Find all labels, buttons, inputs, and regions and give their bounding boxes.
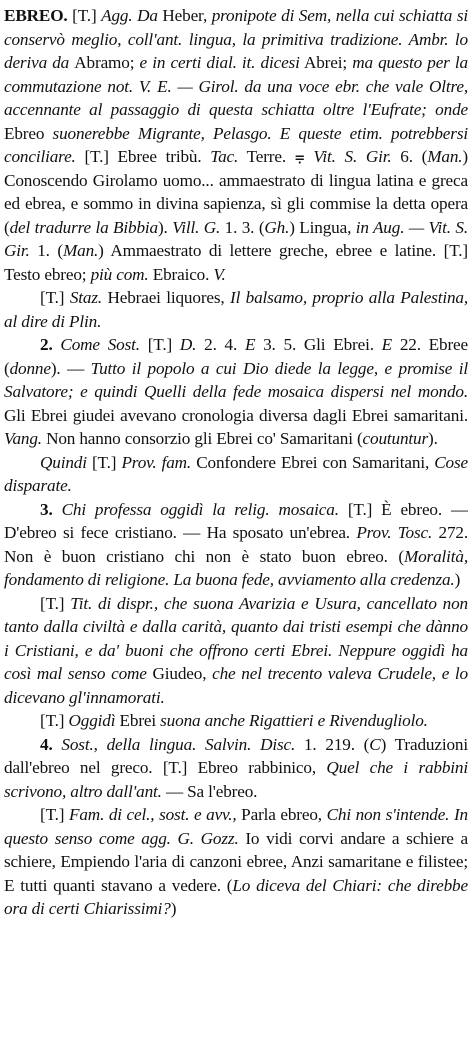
- entry-paragraph-rigattieri: [4, 709, 468, 733]
- text-run: Fam. di cel., sost. e avv.,: [69, 805, 237, 824]
- text-run: [T.]: [40, 593, 71, 613]
- text-run: Staz.: [69, 288, 103, 307]
- text-run: Sost., della lingua. Salvin. Disc.: [61, 734, 296, 754]
- text-run: 2. 4.: [196, 335, 245, 354]
- text-run: ).: [157, 217, 173, 237]
- text-run: Hebraei liquores,: [102, 288, 230, 307]
- text-run: V.: [213, 264, 226, 284]
- text-run: 1. (: [29, 241, 63, 260]
- text-run: Ebraico.: [148, 264, 214, 284]
- text-run: suona anche Rigattieri e Rivendugliolo.: [160, 711, 428, 730]
- text-run: Vill. G.: [172, 217, 221, 237]
- entry-paragraph-familiar: [4, 803, 468, 921]
- text-run: ma questo per la commutazione not. V. E. — Girol. da una voce ebr. che vale Oltre, accennante al passaggio di questa schiatta oltre l'Eufrate; onde: [4, 53, 468, 119]
- text-run: C: [369, 734, 381, 754]
- text-run: 1. 3. (: [220, 217, 265, 237]
- text-run: [T.] È ebreo. — D'ebreo si fece cristiano. — Ha sposato un'ebrea.: [4, 499, 468, 542]
- text-run: Ebreo: [4, 123, 53, 143]
- text-run: Quel che i rabbini scrivono, altro dall'ant.: [4, 758, 468, 801]
- text-run: Terre. ⩦: [238, 147, 314, 166]
- text-run: ).: [428, 429, 438, 448]
- entry-paragraph-proverb: [4, 451, 468, 498]
- text-run: Abramo;: [74, 53, 140, 72]
- text-run: Man.: [427, 147, 463, 166]
- text-run: lo deriva da: [4, 29, 468, 72]
- text-run: Vang.: [4, 429, 42, 448]
- text-run: [T.]: [40, 711, 69, 730]
- text-run: Tutto il popolo a cui Dio diede la legge, e promise il Salvatore; e quindi Quelli della fede mosaica dispersi nel mondo.: [4, 358, 468, 401]
- text-run: e in certi dial. it. dicesi: [139, 53, 300, 72]
- text-run: Il balsamo, proprio alla Palestina, al dire di Plin.: [4, 288, 468, 331]
- text-run: in Aug. — Vit. S. Gir.: [4, 217, 468, 260]
- text-run: E: [381, 335, 393, 354]
- text-run: 6. (: [391, 147, 428, 166]
- entry-paragraph-definition: [4, 4, 468, 286]
- text-run: che nel trecento valeva Crudele, e lo dicevano gl'innamorati.: [4, 664, 468, 707]
- entry-paragraph-sense-2: [4, 333, 468, 451]
- text-run: ) Conoscendo Girolamo uomo... ammaestrato di lingua latina e greca ed ebrea, e sommo in divina sapienza, sì gli commise la detta opera (: [4, 147, 468, 237]
- text-run: Agg. Da: [101, 6, 158, 25]
- text-run: Come Sost.: [60, 335, 140, 354]
- text-run: donne: [9, 358, 51, 378]
- text-run: 272. Non è buon cristiano chi non è stato buon ebreo. (: [4, 523, 468, 566]
- text-run: più com.: [90, 264, 149, 284]
- entry-paragraph-stazio: [4, 286, 468, 333]
- text-run: Abrei;: [299, 53, 353, 72]
- entry-paragraph-disparaging: [4, 592, 468, 710]
- text-run: E: [244, 335, 256, 354]
- text-run: ). —: [50, 358, 91, 378]
- text-run: [T.]: [40, 288, 70, 307]
- text-run: Tit. di dispr., che suona Avarizia e Usura, cancellato non tanto dalla civiltà e dalla carità, quanto dai tristi esempi che dànno i Cristiani, e da' buoni che offrono certi Ebrei. Neppure oggidì ha così mal senso come: [4, 593, 468, 683]
- text-run: ) Traduzioni dall'ebreo nel greco. [T.] Ebreo rabbinico,: [4, 734, 468, 777]
- text-run: [T.]: [67, 6, 102, 25]
- text-run: ) Ammaestrato di lettere greche, ebree e latine. [T.] Testo ebreo;: [4, 241, 468, 284]
- text-run: 3. 5. Gli Ebrei.: [255, 335, 382, 354]
- text-run: ): [170, 899, 177, 918]
- text-run: Ebrei: [115, 711, 161, 730]
- text-run: Gli Ebrei giudei avevano cronologia diversa dagli Ebrei samaritani.: [4, 405, 468, 425]
- text-run: [T.]: [86, 452, 122, 472]
- text-run: suonerebbe Migrante, Pelasgo. E queste etim. potrebbersi conciliare.: [4, 123, 468, 166]
- entry-paragraph-sense-4: [4, 733, 468, 804]
- text-run: Lo diceva del Chiari: che direbbe ora di certi Chiarissimi?: [4, 875, 468, 918]
- text-run: Gh.: [264, 217, 290, 237]
- text-run: Prov. Tosc.: [356, 523, 433, 542]
- text-run: ): [454, 570, 461, 589]
- text-run: Confondere Ebrei con Samaritani,: [191, 452, 435, 472]
- text-run: Parla ebreo,: [236, 805, 327, 824]
- text-run: 22. Ebree (: [4, 335, 468, 378]
- text-run: Giudeo,: [146, 664, 213, 683]
- entry-paragraph-sense-3: [4, 498, 468, 592]
- text-run: Quindi: [40, 452, 87, 472]
- text-run: EBREO.: [4, 6, 68, 25]
- text-run: 3.: [40, 499, 62, 519]
- text-run: coutuntur: [362, 429, 429, 448]
- text-run: Cose disparate.: [4, 452, 468, 495]
- text-run: — Sa l'ebreo.: [161, 781, 258, 801]
- text-run: Chi professa oggidì la relig. mosaica.: [61, 499, 339, 519]
- text-run: pronipote di Sem, nella cui schiatta si conservò meglio, coll'ant. lingua, la primitiva tradizione. Ambr.: [4, 6, 468, 49]
- text-run: Io vidi corvi andare a schiere a schiere, Empiendo l'aria di canzoni ebree, Anzi samaritane e filistee; E tutti quanti stavano a vedere. (: [4, 828, 468, 895]
- text-run: Heber,: [157, 6, 212, 25]
- text-run: Tac.: [210, 147, 239, 166]
- text-run: del tradurre la Bibbia: [9, 217, 158, 237]
- text-run: [T.]: [40, 805, 70, 824]
- text-run: 4.: [40, 734, 62, 754]
- text-run: 2.: [40, 335, 61, 354]
- text-run: Oggidì: [68, 711, 116, 730]
- text-run: Chi non s'intende. In questo senso come agg. G. Gozz.: [4, 805, 468, 848]
- text-run: Moralità, fondamento di religione. La buona fede, avviamento alla credenza.: [4, 546, 468, 589]
- text-run: Vit. S. Gir.: [313, 147, 392, 166]
- text-run: 1. 219. (: [295, 734, 370, 754]
- text-run: Prov. fam.: [121, 452, 192, 472]
- text-run: [T.] Ebree tribù.: [75, 147, 211, 166]
- text-run: ) Lingua,: [289, 217, 356, 237]
- text-run: D.: [179, 335, 197, 354]
- dictionary-entry-ebreo: [4, 4, 468, 1057]
- text-run: Non hanno consorzio gli Ebrei co' Samaritani (: [41, 429, 363, 448]
- text-run: Man.: [62, 241, 99, 260]
- text-run: [T.]: [139, 335, 180, 354]
